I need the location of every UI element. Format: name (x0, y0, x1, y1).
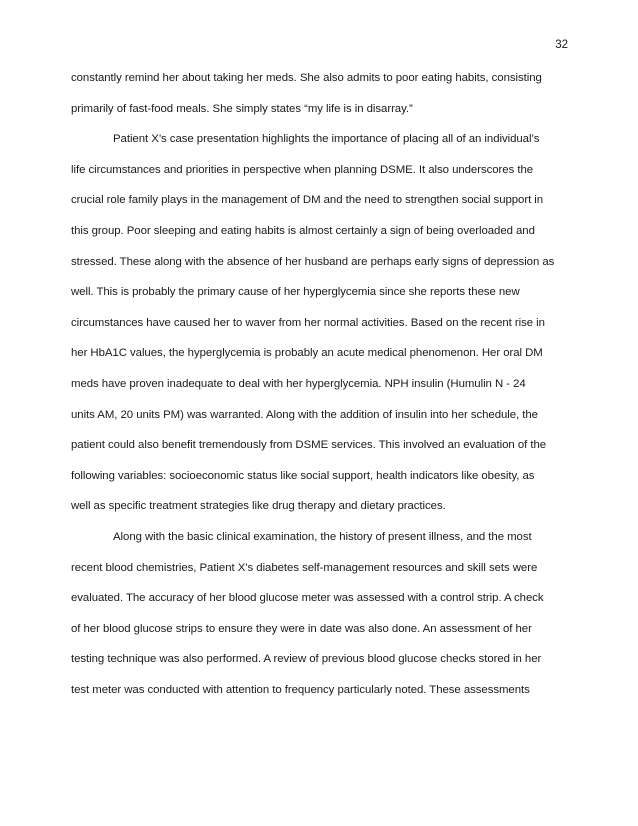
text-line: life circumstances and priorities in perspective when planning DSME. It also underscores the (71, 163, 534, 176)
text-line: well. This is probably the primary cause of her hyperglycemia since she reports these new (71, 286, 520, 299)
text-line: crucial role family plays in the management of DM and the need to strengthen social support in (71, 194, 544, 207)
text-line: evaluated. The accuracy of her blood glucose meter was assessed with a control strip. A check (71, 592, 544, 605)
text-line: this group. Poor sleeping and eating habits is almost certainly a sign of being overloaded and (71, 224, 535, 237)
paragraph-first-line: Along with the basic clinical examination, the history of present illness, and the most (113, 530, 532, 543)
text-line: of her blood glucose strips to ensure they were in date was also done. An assessment of her (71, 622, 532, 635)
text-line: her HbA1C values, the hyperglycemia is probably an acute medical phenomenon. Her oral DM (71, 347, 543, 360)
text-line: units AM, 20 units PM) was warranted. Along with the addition of insulin into her schedule, the (71, 408, 538, 421)
body-text (71, 71, 568, 713)
text-line: test meter was conducted with attention to frequency particularly noted. These assessments (71, 683, 530, 696)
text-line: primarily of fast-food meals. She simply states “my life is in disarray.” (71, 102, 413, 115)
text-line: stressed. These along with the absence of her husband are perhaps early signs of depression as (71, 255, 555, 268)
text-line: well as specific treatment strategies like drug therapy and dietary practices. (71, 500, 446, 513)
text-line: circumstances have caused her to waver from her normal activities. Based on the recent rise in (71, 316, 545, 329)
paragraph-first-line: Patient X’s case presentation highlights the importance of placing all of an individual’s (113, 133, 540, 146)
text-line: recent blood chemistries, Patient X’s diabetes self-management resources and skill sets were (71, 561, 538, 574)
text-line: meds have proven inadequate to deal with her hyperglycemia. NPH insulin (Humulin N - 24 (71, 377, 526, 390)
text-line: constantly remind her about taking her meds. She also admits to poor eating habits, consisting (71, 72, 542, 84)
text-line: patient could also benefit tremendously from DSME services. This involved an evaluation of the (71, 439, 547, 452)
text-line: testing technique was also performed. A review of previous blood glucose checks stored in her (71, 653, 542, 666)
text-line: following variables: socioeconomic status like social support, health indicators like obesity, as (71, 469, 535, 482)
page-number: 32 (555, 39, 568, 51)
